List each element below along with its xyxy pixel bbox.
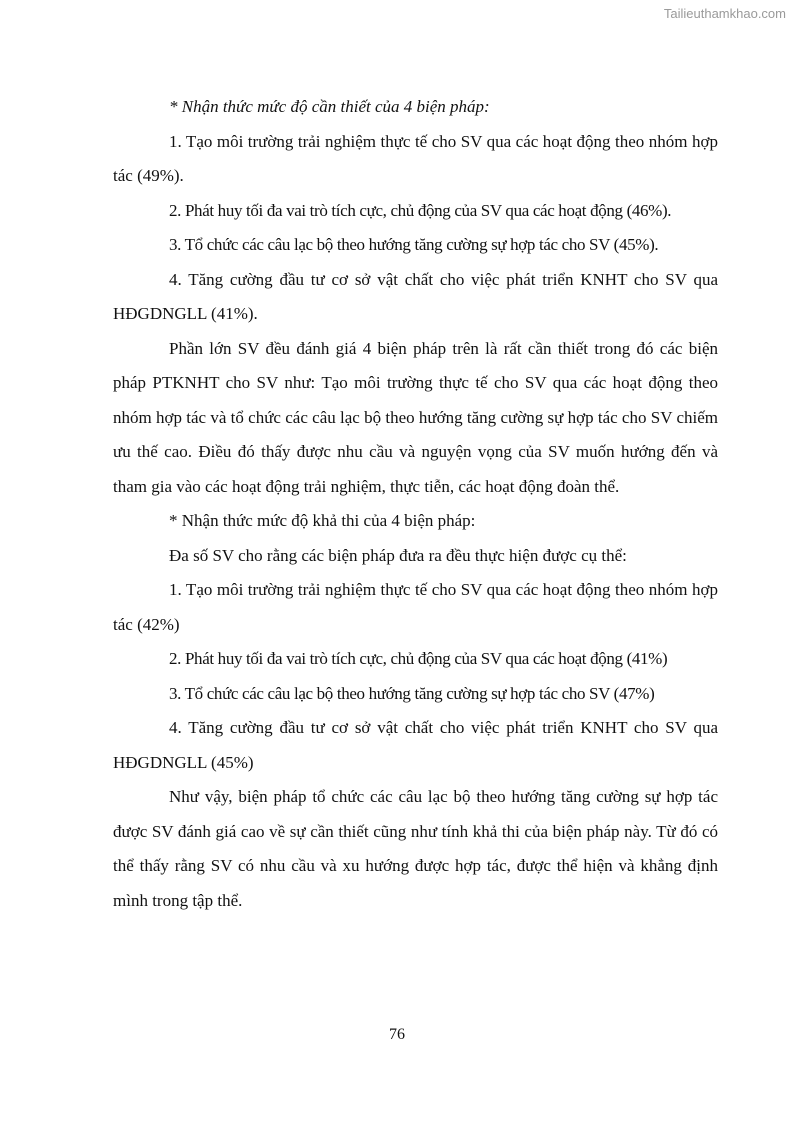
feasibility-item-1: 1. Tạo môi trường trải nghiệm thực tế cho SV qua các hoạt động theo nhóm hợp tác (42%) [113,580,718,634]
heading-necessity: * Nhận thức mức độ cần thiết của 4 biện pháp: [169,97,490,116]
watermark-text: Tailieuthamkhao.com [663,6,786,21]
feasibility-intro: Đa số SV cho rằng các biện pháp đưa ra đều thực hiện được cụ thể: [169,545,627,565]
feasibility-item-2: 2. Phát huy tối đa vai trò tích cực, chủ động của SV qua các hoạt động (41%) [169,649,668,668]
document-body [113,90,718,918]
conclusion-paragraph: Như vậy, biện pháp tổ chức các câu lạc bộ theo hướng tăng cường sự hợp tác được SV đánh giá cao về sự cần thiết cũng như tính khả thi của biện pháp này. Từ đó có thể thấy rằng SV có nhu cầu và xu hướng được hợp tác, được thể hiện và khẳng định mình trong tập thể. [113,787,718,910]
feasibility-item-3: 3. Tổ chức các câu lạc bộ theo hướng tăng cường sự hợp tác cho SV (47%) [169,683,655,703]
page-number: 76 [389,1026,405,1043]
necessity-item-1: 1. Tạo môi trường trải nghiệm thực tế cho SV qua các hoạt động theo nhóm hợp tác (49%). [113,131,718,185]
necessity-item-3: 3. Tổ chức các câu lạc bộ theo hướng tăng cường sự hợp tác cho SV (45%). [169,235,659,254]
necessity-item-4: 4. Tăng cường đầu tư cơ sở vật chất cho việc phát triển KNHT cho SV qua HĐGDNGLL (41%). [113,269,718,323]
necessity-item-2: 2. Phát huy tối đa vai trò tích cực, chủ động của SV qua các hoạt động (46%). [169,200,672,220]
feasibility-item-4: 4. Tăng cường đầu tư cơ sở vật chất cho việc phát triển KNHT cho SV qua HĐGDNGLL (45%) [113,718,718,772]
necessity-summary-paragraph: Phần lớn SV đều đánh giá 4 biện pháp trên là rất cần thiết trong đó các biện pháp PTKNHT cho SV như: Tạo môi trường thực tế cho SV qua các hoạt động theo nhóm hợp tác và tổ chức các câu lạc bộ theo hướng tăng cường sự hợp tác cho SV chiếm ưu thế cao. Điều đó thấy được nhu cầu và nguyện vọng của SV muốn hướng đến và tham gia vào các hoạt động trải nghiệm, thực tiễn, các hoạt động đoàn thể. [113,338,718,496]
heading-feasibility: * Nhận thức mức độ khả thi của 4 biện pháp: [169,511,476,530]
